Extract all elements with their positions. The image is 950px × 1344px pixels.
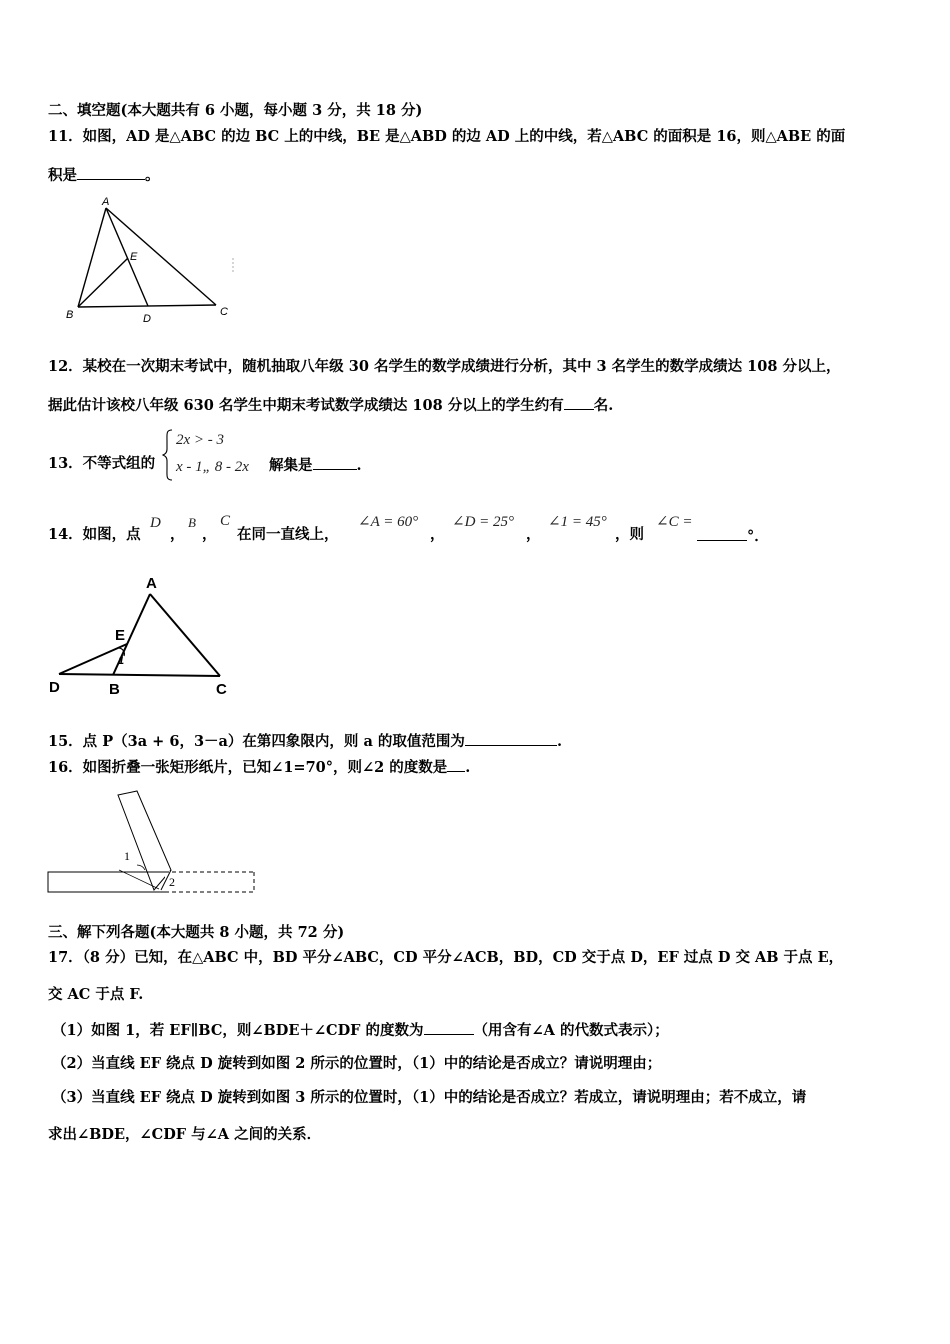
answer-blank <box>697 528 747 541</box>
question-12-line1: 12．某校在一次期末考试中，随机抽取八年级 30 名学生的数学成绩进行分析，其中 3 名学生的数学成绩达 108 分以上， <box>48 358 841 375</box>
ask-angle-c: ∠C = <box>656 514 693 530</box>
fig14-label-1: 1 <box>118 655 125 667</box>
comma: ， <box>202 526 217 543</box>
question-14-answer <box>697 528 769 545</box>
fig14-label-c: C <box>216 681 227 698</box>
question-15-end: . <box>556 733 562 750</box>
question-13-text: 解集是 <box>269 457 313 474</box>
answer-blank <box>424 1022 474 1035</box>
question-16-text: 16．如图折叠一张矩形纸片，已知∠1=70°，则∠2 的度数是 <box>48 759 448 776</box>
answer-blank <box>447 759 465 772</box>
comma: ， <box>430 526 445 543</box>
question-17-part1-end: （用含有∠A 的代数式表示）； <box>473 1022 669 1039</box>
question-17-part2: （2）当直线 EF 绕点 D 旋转到如图 2 所示的位置时，（1）中的结论是否成立？请说明理由； <box>52 1055 662 1072</box>
question-14-middle: 在同一直线上， <box>237 526 339 543</box>
question-15-text: 15．点 P（3a + 6，3－a）在第四象限内，则 a 的取值范围为 <box>48 733 465 750</box>
fig11-label-c: C <box>220 306 228 318</box>
fig16-label-2: 2 <box>169 875 175 889</box>
figure-q16-folded-paper <box>45 785 265 897</box>
question-14-then: ，则 <box>615 526 644 543</box>
question-16 <box>48 759 470 776</box>
question-17-line2: 交 AC 于点 F. <box>48 986 144 1003</box>
question-12-text: 据此估计该校八年级 630 名学生中期末考试数学成绩达 108 分以上的学生约有 <box>48 397 564 414</box>
figure-q14-triangle <box>45 572 245 700</box>
question-12-end: 名. <box>593 397 614 414</box>
fig11-label-d: D <box>143 313 151 325</box>
question-17-part1 <box>52 1022 669 1039</box>
question-17-part3-line2: 求出∠BDE，∠CDF 与∠A 之间的关系． <box>48 1126 322 1143</box>
condition-angle-a: ∠A = 60° <box>358 514 419 530</box>
section-heading-solve: 三、解下列各题(本大题共 8 小题，共 72 分) <box>48 924 345 941</box>
question-12-line2 <box>48 397 613 414</box>
system-brace <box>162 429 174 481</box>
question-14-prefix: 14．如图，点 <box>48 526 141 543</box>
condition-angle-1: ∠1 = 45° <box>548 514 607 530</box>
question-15 <box>48 733 562 750</box>
comma: ， <box>526 526 541 543</box>
point-d: D <box>150 515 161 531</box>
question-13-end: . <box>356 457 362 474</box>
question-14-end: °． <box>747 528 769 545</box>
question-11-text: 积是 <box>48 167 77 184</box>
question-11-end: 。 <box>145 167 160 184</box>
question-17-line1: 17．（8 分）已知，在△ABC 中，BD 平分∠ABC，CD 平分∠ACB，BD，CD 交于点 D，EF 过点 D 交 AB 于点 E， <box>48 949 844 966</box>
fig14-label-d: D <box>49 679 60 696</box>
question-11-line2 <box>48 167 160 184</box>
fig14-label-a: A <box>146 575 157 592</box>
question-11-line1: 11．如图，AD 是△ABC 的边 BC 上的中线，BE 是△ABD 的边 AD 上的中线，若△ABC 的面积是 16，则△ABE 的面 <box>48 128 846 145</box>
answer-blank <box>313 457 357 470</box>
fig14-label-b: B <box>109 681 120 698</box>
fig11-label-e: E <box>130 251 138 263</box>
answer-blank <box>465 733 557 746</box>
fig11-label-a: A <box>102 196 110 208</box>
fig11-label-b: B <box>66 309 74 321</box>
question-17-part3-line1: （3）当直线 EF 绕点 D 旋转到如图 3 所示的位置时，（1）中的结论是否成立？若成立，请说明理由；若不成立，请 <box>52 1089 807 1106</box>
fig16-label-1: 1 <box>124 849 130 863</box>
comma: ， <box>170 526 185 543</box>
inequality-2: x - 1„ 8 - 2x <box>176 459 249 475</box>
condition-angle-d: ∠D = 25° <box>452 514 515 530</box>
question-13-prefix: 13．不等式组的 <box>48 455 156 472</box>
figure-q11-triangle <box>60 196 250 326</box>
answer-blank <box>77 167 145 180</box>
fig14-label-e: E <box>115 627 126 644</box>
question-17-part1-text: （1）如图 1，若 EF∥BC，则∠BDE＋∠CDF 的度数为 <box>52 1022 424 1039</box>
section-heading-fill-in: 二、填空题(本大题共有 6 小题，每小题 3 分，共 18 分) <box>48 102 423 119</box>
question-16-end: . <box>465 759 471 776</box>
point-c: C <box>220 513 231 529</box>
inequality-1: 2x > - 3 <box>176 432 225 448</box>
answer-blank <box>564 397 594 410</box>
question-13-suffix <box>269 457 362 474</box>
point-b: B <box>188 515 196 530</box>
